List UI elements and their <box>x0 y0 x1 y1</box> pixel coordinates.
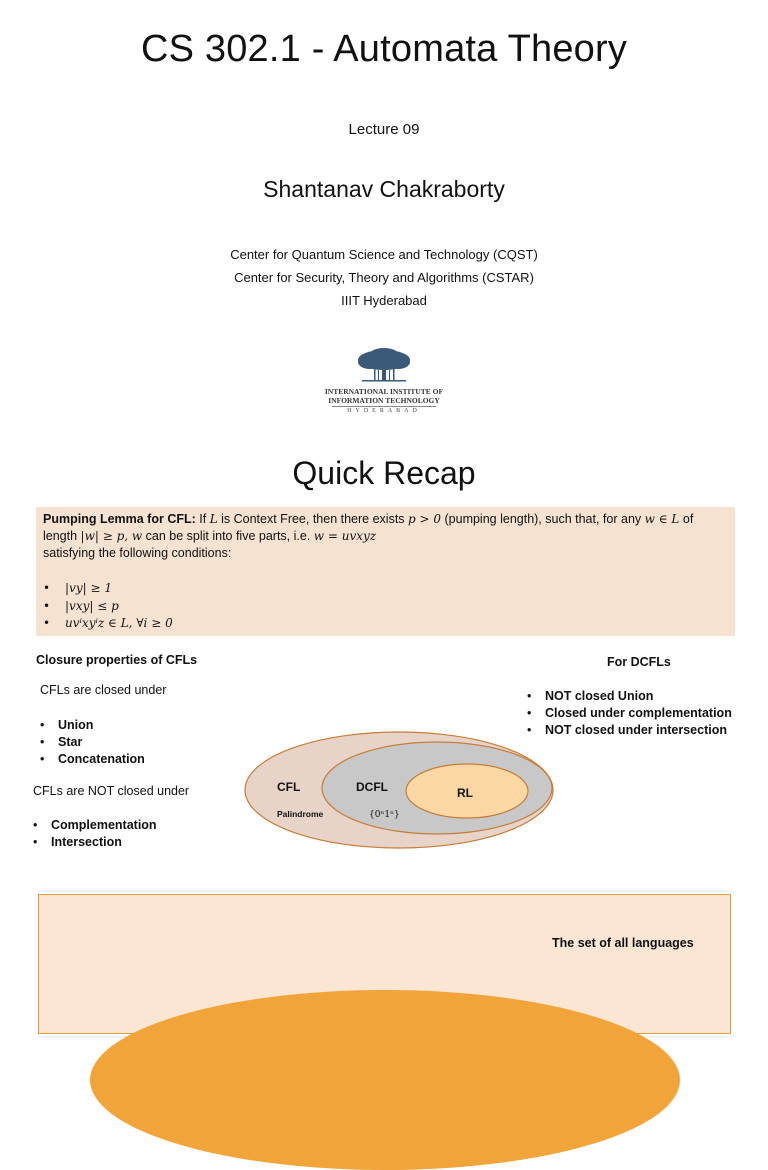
math-w-in-L: w ∈ L <box>644 512 680 526</box>
pumping-text: (pumping length), such that, for any <box>441 512 645 526</box>
pumping-condition: • |vy| ≥ 1 <box>43 580 728 598</box>
lecture-number: Lecture 09 <box>348 121 420 138</box>
pumping-lemma-line3: satisfying the following conditions: <box>43 546 232 560</box>
closed-intro: CFLs are closed under <box>40 683 167 697</box>
math-p-condition: p > 0 <box>408 512 442 526</box>
pumping-lemma-box <box>36 507 735 636</box>
dcfl-item: • NOT closed Union <box>527 688 732 705</box>
recap-title: Quick Recap <box>292 455 476 491</box>
rl-label: RL <box>457 786 473 800</box>
math-split: w = uvxyz <box>313 529 377 543</box>
pumping-text: length <box>43 529 81 543</box>
dcfl-label: DCFL <box>356 780 388 794</box>
affiliation-cstar: Center for Security, Theory and Algorithms (CSTAR) <box>234 270 534 285</box>
math-L: L <box>209 512 218 526</box>
iiit-logo <box>318 348 450 414</box>
language-class-ellipse <box>90 990 680 1170</box>
dcfl-item: • NOT closed under intersection <box>527 722 732 739</box>
closed-list <box>40 717 145 768</box>
closed-item: • Union <box>40 717 145 734</box>
math-length-condition: |w| ≥ p, w <box>80 529 143 543</box>
pumping-text: If <box>195 512 210 526</box>
pumping-text: of <box>679 512 694 526</box>
pumping-text: can be split into five parts, i.e. <box>142 529 314 543</box>
pumping-lemma-line1 <box>43 511 728 528</box>
pumping-lemma-line2 <box>43 528 728 545</box>
all-languages-label: The set of all languages <box>552 936 694 950</box>
cfl-label: CFL <box>277 780 301 794</box>
author-name: Shantanav Chakraborty <box>263 176 505 202</box>
pumping-condition: • uvⁱxyⁱz ∈ L, ∀i ≥ 0 <box>43 615 728 633</box>
logo-text-line1: INTERNATIONAL INSTITUTE OF <box>324 387 444 396</box>
affiliation-cqst: Center for Quantum Science and Technology (CQST) <box>230 247 538 262</box>
slide-title: CS 302.1 - Automata Theory <box>140 28 628 70</box>
dcfl-example: {0ⁿ1ⁿ} <box>369 810 400 820</box>
closed-item: • Concatenation <box>40 751 145 768</box>
not-closed-intro: CFLs are NOT closed under <box>33 784 190 798</box>
closure-heading: Closure properties of CFLs <box>36 653 198 667</box>
affiliation-iiit: IIIT Hyderabad <box>341 293 427 308</box>
not-closed-item: • Intersection <box>33 834 157 851</box>
dcfl-heading: For DCFLs <box>607 655 671 669</box>
not-closed-list <box>33 817 157 851</box>
dcfl-item: • Closed under complementation <box>527 705 732 722</box>
closed-item: • Star <box>40 734 145 751</box>
pumping-condition: • |vxy| ≤ p <box>43 598 728 616</box>
palindrome-label: Palindrome <box>277 809 324 819</box>
logo-text-line2: INFORMATION TECHNOLOGY <box>328 396 440 405</box>
not-closed-item: • Complementation <box>33 817 157 834</box>
pumping-text: is Context Free, then there exists <box>217 512 409 526</box>
pumping-lemma-label: Pumping Lemma for CFL: <box>43 512 196 526</box>
language-hierarchy-venn <box>240 728 560 853</box>
logo-text-line3: HYDERABAD <box>347 408 421 414</box>
logo-divider <box>332 406 436 407</box>
pumping-conditions-list <box>43 580 728 633</box>
banyan-tree-icon <box>318 348 450 382</box>
